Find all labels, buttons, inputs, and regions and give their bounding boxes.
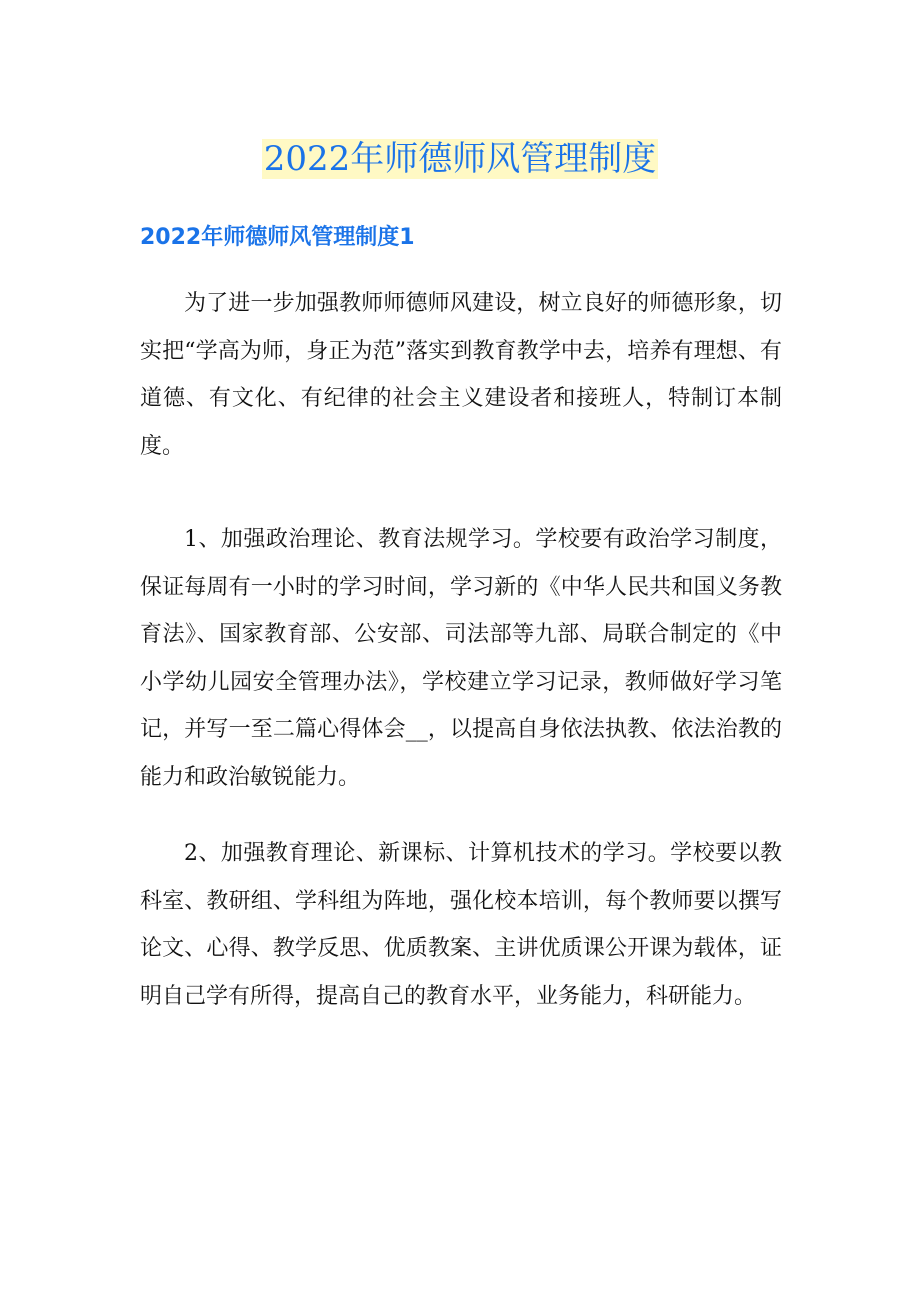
section-heading: 2022年师德师风管理制度1 [140, 225, 415, 250]
document-title-text: 2022年师德师风管理制度 [263, 139, 657, 179]
paragraph-intro: 为了进一步加强教师师德师风建设，树立良好的师德形象，切实把“学高为师，身正为范”落实到教育教学中去，培养有理想、有道德、有文化、有纪律的社会主义建设者和接班人，特制订本制度。 [140, 291, 782, 459]
paragraph-item-2: 2、加强教育理论、新课标、计算机技术的学习。学校要以教科室、教研组、学科组为阵地，强化校本培训，每个教师要以撰写论文、心得、教学反思、优质教案、主讲优质课公开课为载体，证明自己学有所得，提高自己的教育水平，业务能力，科研能力。 [140, 841, 782, 1009]
paragraph-item-1: 1、加强政治理论、教育法规学习。学校要有政治学习制度，保证每周有一小时的学习时间，学习新的《中华人民共和国义务教育法》、国家教育部、公安部、司法部等九部、局联合制定的《中小学幼儿园安全管理办法》，学校建立学习记录，教师做好学习笔记，并写一至二篇心得体会__，以提高自身依法执教、依法治教的能力和政治敏锐能力。 [140, 527, 782, 790]
document-title [0, 136, 920, 182]
